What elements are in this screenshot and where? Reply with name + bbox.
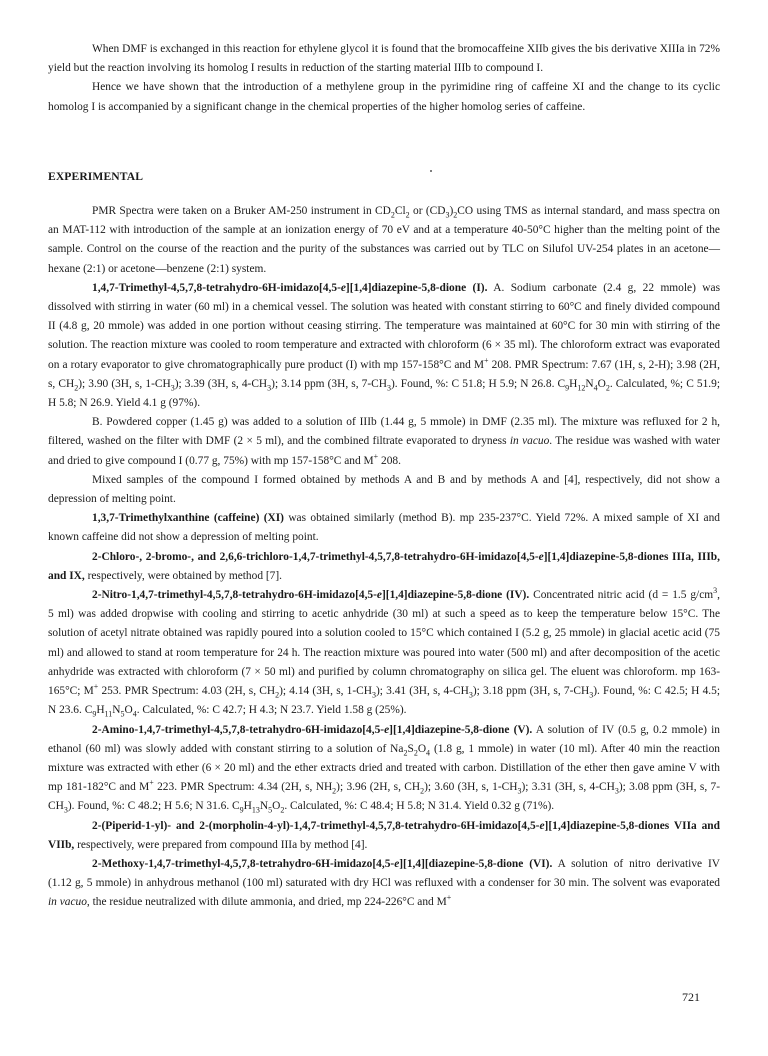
text-run: A solution of IV (0.5 g, 0.2 mmole) in ethanol (60 ml) was slowly added with constant stirring to a solution of Na <box>48 723 720 755</box>
text-run: 208. <box>378 454 401 467</box>
text-run: , the residue neutralized with dilute ammonia, and dried, mp 224-226°C and M <box>86 896 447 909</box>
text-run: ); 3.39 (3H, s, 4-CH <box>174 377 268 390</box>
title-run: 2-Amino-1,4,7-trimethyl-4,5,7,8-tetrahydro-6H-imidazo[4,5- <box>92 723 385 736</box>
subscript: 2 <box>420 786 425 796</box>
superscript: + <box>149 778 154 788</box>
caffeine-title: 1,3,7-Trimethylxanthine (caffeine) (XI) <box>92 512 284 525</box>
text-run: ); 3.41 (3H, s, 4-CH <box>376 685 469 698</box>
piperid-paragraph <box>48 817 720 855</box>
subscript: 2 <box>413 747 418 757</box>
subscript: 9 <box>565 383 570 393</box>
text-run: . Calculated, %; C 51.9; H 5.8; N 26.9. Yield 4.1 g (97%). <box>48 377 720 410</box>
title-run: ][1,4]diazepine-5,8-dione (V). <box>389 723 533 736</box>
subscript: 2 <box>275 690 280 700</box>
text-run: ). Found, %: C 42.5; H 4.5; N 23.6. C <box>48 685 721 717</box>
text-run: A solution of nitro derivative IV (1.12 g, 5 mmole) in anhydrous methanol (100 ml) saturated with dry HCl was refluxed with a condenser for 30 min. The solvent was evaporated <box>48 857 720 890</box>
subscript: 3 <box>170 383 175 393</box>
text-run: respectively, were obtained by method [7]. <box>84 569 282 582</box>
caffeine-paragraph <box>48 509 720 547</box>
subscript: 4 <box>426 747 431 757</box>
superscript: + <box>93 682 99 692</box>
title-run: 2-Nitro-1,4,7-trimethyl-4,5,7,8-tetrahydro-6H-imidazo[4,5- <box>92 589 377 602</box>
text-run: . Calculated, %: C 42.7; H 4.3; N 23.7. Yield 1.58 g (25%). <box>136 704 407 717</box>
subscript: 2 <box>403 747 408 757</box>
subscript: 3 <box>468 690 473 700</box>
text-run: (1.8 g, 1 mmole) in water (10 ml). After 40 min the reaction mixture was extracted with ether (6 × 20 ml) and the ether extracts dried and treated with carbon. Distillation of the ether then gave amine V with mp 181-182°C and M <box>48 742 720 794</box>
subscript: 2 <box>74 383 79 393</box>
methoxy-paragraph <box>48 855 720 913</box>
title-run: 2-Methoxy-1,4,7-trimethyl-4,5,7,8-tetrahydro-6H-imidazo[4,5- <box>92 857 395 870</box>
methoxy-title <box>92 858 552 870</box>
text-run: 223. PMR Spectrum: 4.34 (2H, s, NH <box>153 781 333 794</box>
text-run: ) <box>449 205 454 218</box>
title-run: 1,4,7-Trimethyl-4,5,7,8-tetrahydro-6H-imidazo[4,5- <box>92 281 341 294</box>
text-run: ). Found, %: C 51.8; H 5.9; N 26.8. C <box>390 377 566 390</box>
subscript: 3 <box>517 786 522 796</box>
page-number: 721 <box>682 990 700 1004</box>
subscript: 12 <box>577 383 586 393</box>
text-run: . The residue was washed with water and dried to give compound I (0.77 g, 75%) with mp 157-158°C and M <box>48 435 720 467</box>
text-run: CO using TMS as internal standard, and mass spectra on an MAT-112 with introduction of the sample at an ionization energy of 70 eV and at a temperature 40-50°C higher than the melting point of the sample. Control on the course of the reaction and the purity of the substances was carried out by TLC on Silufol UV-254 plates in an acetone—hexane (2:1) or acetone—benzene (2:1) system. <box>48 205 720 275</box>
paper-page <box>48 40 720 913</box>
compound-1-paragraph <box>48 279 720 413</box>
subscript: 3 <box>267 383 272 393</box>
text-run: O <box>417 742 427 755</box>
text-run: 253. PMR Spectrum: 4.03 (2H, s, CH <box>98 685 276 698</box>
subscript: 5 <box>120 709 125 719</box>
nitro-title <box>92 589 529 601</box>
title-italic: e <box>539 819 545 832</box>
title-run: 2-(Piperid-1-yl)- and 2-(morpholin-4-yl)-1,4,7-trimethyl-4,5,7,8-tetrahydro-6H-imidazo[4,5- <box>92 819 540 832</box>
text-run: , 5 ml) was added dropwise with cooling and stirring to acetic anhydride (30 ml) at such a speed as to keep the temperature below 15°C. The solution of acetyl nitrate obtained was rapidly poured into a solution cooled to 15°C which contained I (5.2 g, 25 mmole) in glacial acetic acid (75 ml) and allowed to stand at room temperature for 24 h. The reaction mixture was poured into water (500 ml) and after decomposition of the acetic anhydride was extracted with chloroform (7 × 50 ml) and purified by column chromatography on silica gel. The eluent was chloroform. mp 163-165°C; M <box>48 589 720 698</box>
text-run: O <box>272 800 281 813</box>
title-run: ][1,4][diazepine-5,8-dione (VI). <box>399 857 553 870</box>
text-run: Cl <box>394 205 406 218</box>
superscript: 3 <box>713 586 718 596</box>
text-run: ); 3.08 ppm (3H, s, 7-CH <box>48 781 721 813</box>
subscript: 2 <box>605 383 610 393</box>
subscript: 4 <box>593 383 598 393</box>
title-run: ][1,4]diazepine-5,8-dione (IV). <box>381 589 530 602</box>
italic-run: in vacuo <box>509 435 550 448</box>
title-run: 2-Chloro-, 2-bromo-, and 2,6,6-trichloro-1,4,7-trimethyl-4,5,7,8-tetrahydro-6H-imidazo[4,5- <box>92 550 539 563</box>
subscript: 4 <box>132 709 137 719</box>
pmr-methods-paragraph <box>48 202 720 279</box>
title-run: ][1,4]diazepine-5,8-diones IIIa, IIIb, and IX, <box>48 550 720 582</box>
section-heading-experimental: EXPERIMENTAL <box>48 169 144 183</box>
subscript: 11 <box>104 709 113 719</box>
chloro-paragraph <box>48 548 720 586</box>
title-italic: e <box>376 589 382 602</box>
intro-paragraph-2 <box>48 78 720 116</box>
subscript: 9 <box>92 709 97 719</box>
subscript: 3 <box>372 690 376 700</box>
nitro-paragraph <box>48 586 720 720</box>
text-run: A. Sodium carbonate (2.4 g, 22 mmole) was dissolved with stirring in water (60 ml) in a chemical vessel. The solution was heated with constant stirring to 60°C and finely divided compound II (4.8 g, 20 mmole) was added in one portion without ceasing stirring. The temperature was maintained at 60°C for 30 min with stirring of the solution. The reaction mixture was cooled to room temperature and extracted with chloroform (6 × 35 ml). The chloroform extract was evaporated on a rotary evaporator to give chromatographically pure product (I) with mp 157-158°C and M <box>48 281 720 371</box>
text-run: Concentrated nitric acid (d = 1.5 g/cm <box>529 589 714 602</box>
italic-run: in vacuo <box>48 896 87 909</box>
subscript: 13 <box>251 805 260 815</box>
text-run: H <box>243 800 252 813</box>
text-run: N <box>585 377 594 390</box>
text-run: . Calculated, %: C 48.4; H 5.8; N 31.4. Yield 0.32 g (71%). <box>284 800 555 813</box>
text-run: 208. PMR Spectrum: 7.67 (1H, s, 2-H); 3.98 (2H, s, CH <box>48 358 720 390</box>
text-run: was obtained similarly (method B). mp 235-237°C. Yield 72%. A mixed sample of XI and known caffeine did not show a depression of melting point. <box>48 512 720 544</box>
text-run: ); 3.31 (3H, s, 4-CH <box>521 781 615 794</box>
subscript: 3 <box>386 383 391 393</box>
text-run: N <box>259 800 269 813</box>
title-run: ][1,4]diazepine-5,8-dione (I). <box>345 281 488 294</box>
text-run: Mixed samples of the compound I formed obtained by methods A and B and by methods A and [4], respectively, did not show a depression of melting point. <box>48 473 720 506</box>
subscript: 2 <box>332 786 337 796</box>
subscript: 3 <box>445 210 450 220</box>
method-b-paragraph <box>48 413 720 471</box>
text-run: H <box>569 377 578 390</box>
subscript: 2 <box>390 210 395 220</box>
text-run: ); 3.60 (3H, s, 1-CH <box>424 781 518 794</box>
text-run: O <box>597 377 606 390</box>
subscript: 2 <box>280 805 285 815</box>
text-run: ); 3.14 ppm (3H, s, 7-CH <box>271 377 387 390</box>
title-italic: e <box>394 857 400 870</box>
subscript: 3 <box>614 786 619 796</box>
title-italic: e <box>340 281 346 294</box>
amino-paragraph <box>48 721 720 817</box>
text-run: ); 3.90 (3H, s, 1-CH <box>78 377 171 390</box>
superscript: + <box>484 355 489 365</box>
compound-1-title <box>92 282 487 294</box>
text-run: respectively, were prepared from compound IIIa by method [4]. <box>74 838 368 851</box>
text-run: PMR Spectra were taken on a Bruker AM-250 instrument in CD <box>92 205 391 218</box>
amino-title <box>92 724 532 736</box>
text-run: S <box>407 742 414 755</box>
intro-paragraph-1 <box>48 40 720 78</box>
mixed-samples-paragraph <box>48 471 720 509</box>
text-run: ); 3.18 ppm (3H, s, 7-CH <box>472 685 590 698</box>
title-italic: e <box>538 550 544 563</box>
superscript: + <box>446 893 452 903</box>
text-run: ); 4.14 (3H, s, 1-CH <box>279 685 372 698</box>
subscript: 2 <box>405 210 410 220</box>
text-run: ). Found, %: C 48.2; H 5.6; N 31.6. C <box>67 800 240 813</box>
subscript: 9 <box>239 805 244 815</box>
intro-text-1: When DMF is exchanged in this reaction for ethylene glycol it is found that the bromocaffeine XIIb gives the bis derivative XIIIa in 72% yield but the reaction involving its homolog I results in reduction of the starting material IIIb to compound I. <box>48 43 720 75</box>
stray-dot <box>430 170 432 172</box>
subscript: 5 <box>268 805 273 815</box>
intro-text-2: Hence we have shown that the introduction of a methylene group in the pyrimidine ring of caffeine XI and the change to its cyclic homolog I is accompanied by a significant change in the chemical properties of the higher homolog series of caffeine. <box>48 81 720 113</box>
title-italic: e <box>384 723 390 736</box>
superscript: + <box>373 451 379 461</box>
text-run: O <box>124 704 133 717</box>
text-run: H <box>96 704 105 717</box>
subscript: 3 <box>589 690 594 700</box>
subscript: 3 <box>63 805 68 815</box>
subscript: 2 <box>453 210 458 220</box>
text-run: or (CD <box>409 205 446 218</box>
title-run: ][1,4]diazepine-5,8-diones VIIa and VIIb, <box>48 819 720 851</box>
text-run: B. Powdered copper (1.45 g) was added to a solution of IIIb (1.44 g, 5 mmole) in DMF (2.35 ml). The mixture was refluxed for 2 h, filtered, washed on the filter with DMF (2 × 5 ml), and the combined filtrate evaporated to dryness <box>48 416 720 448</box>
text-run: N <box>112 704 121 717</box>
text-run: ); 3.96 (2H, s, CH <box>336 781 421 794</box>
